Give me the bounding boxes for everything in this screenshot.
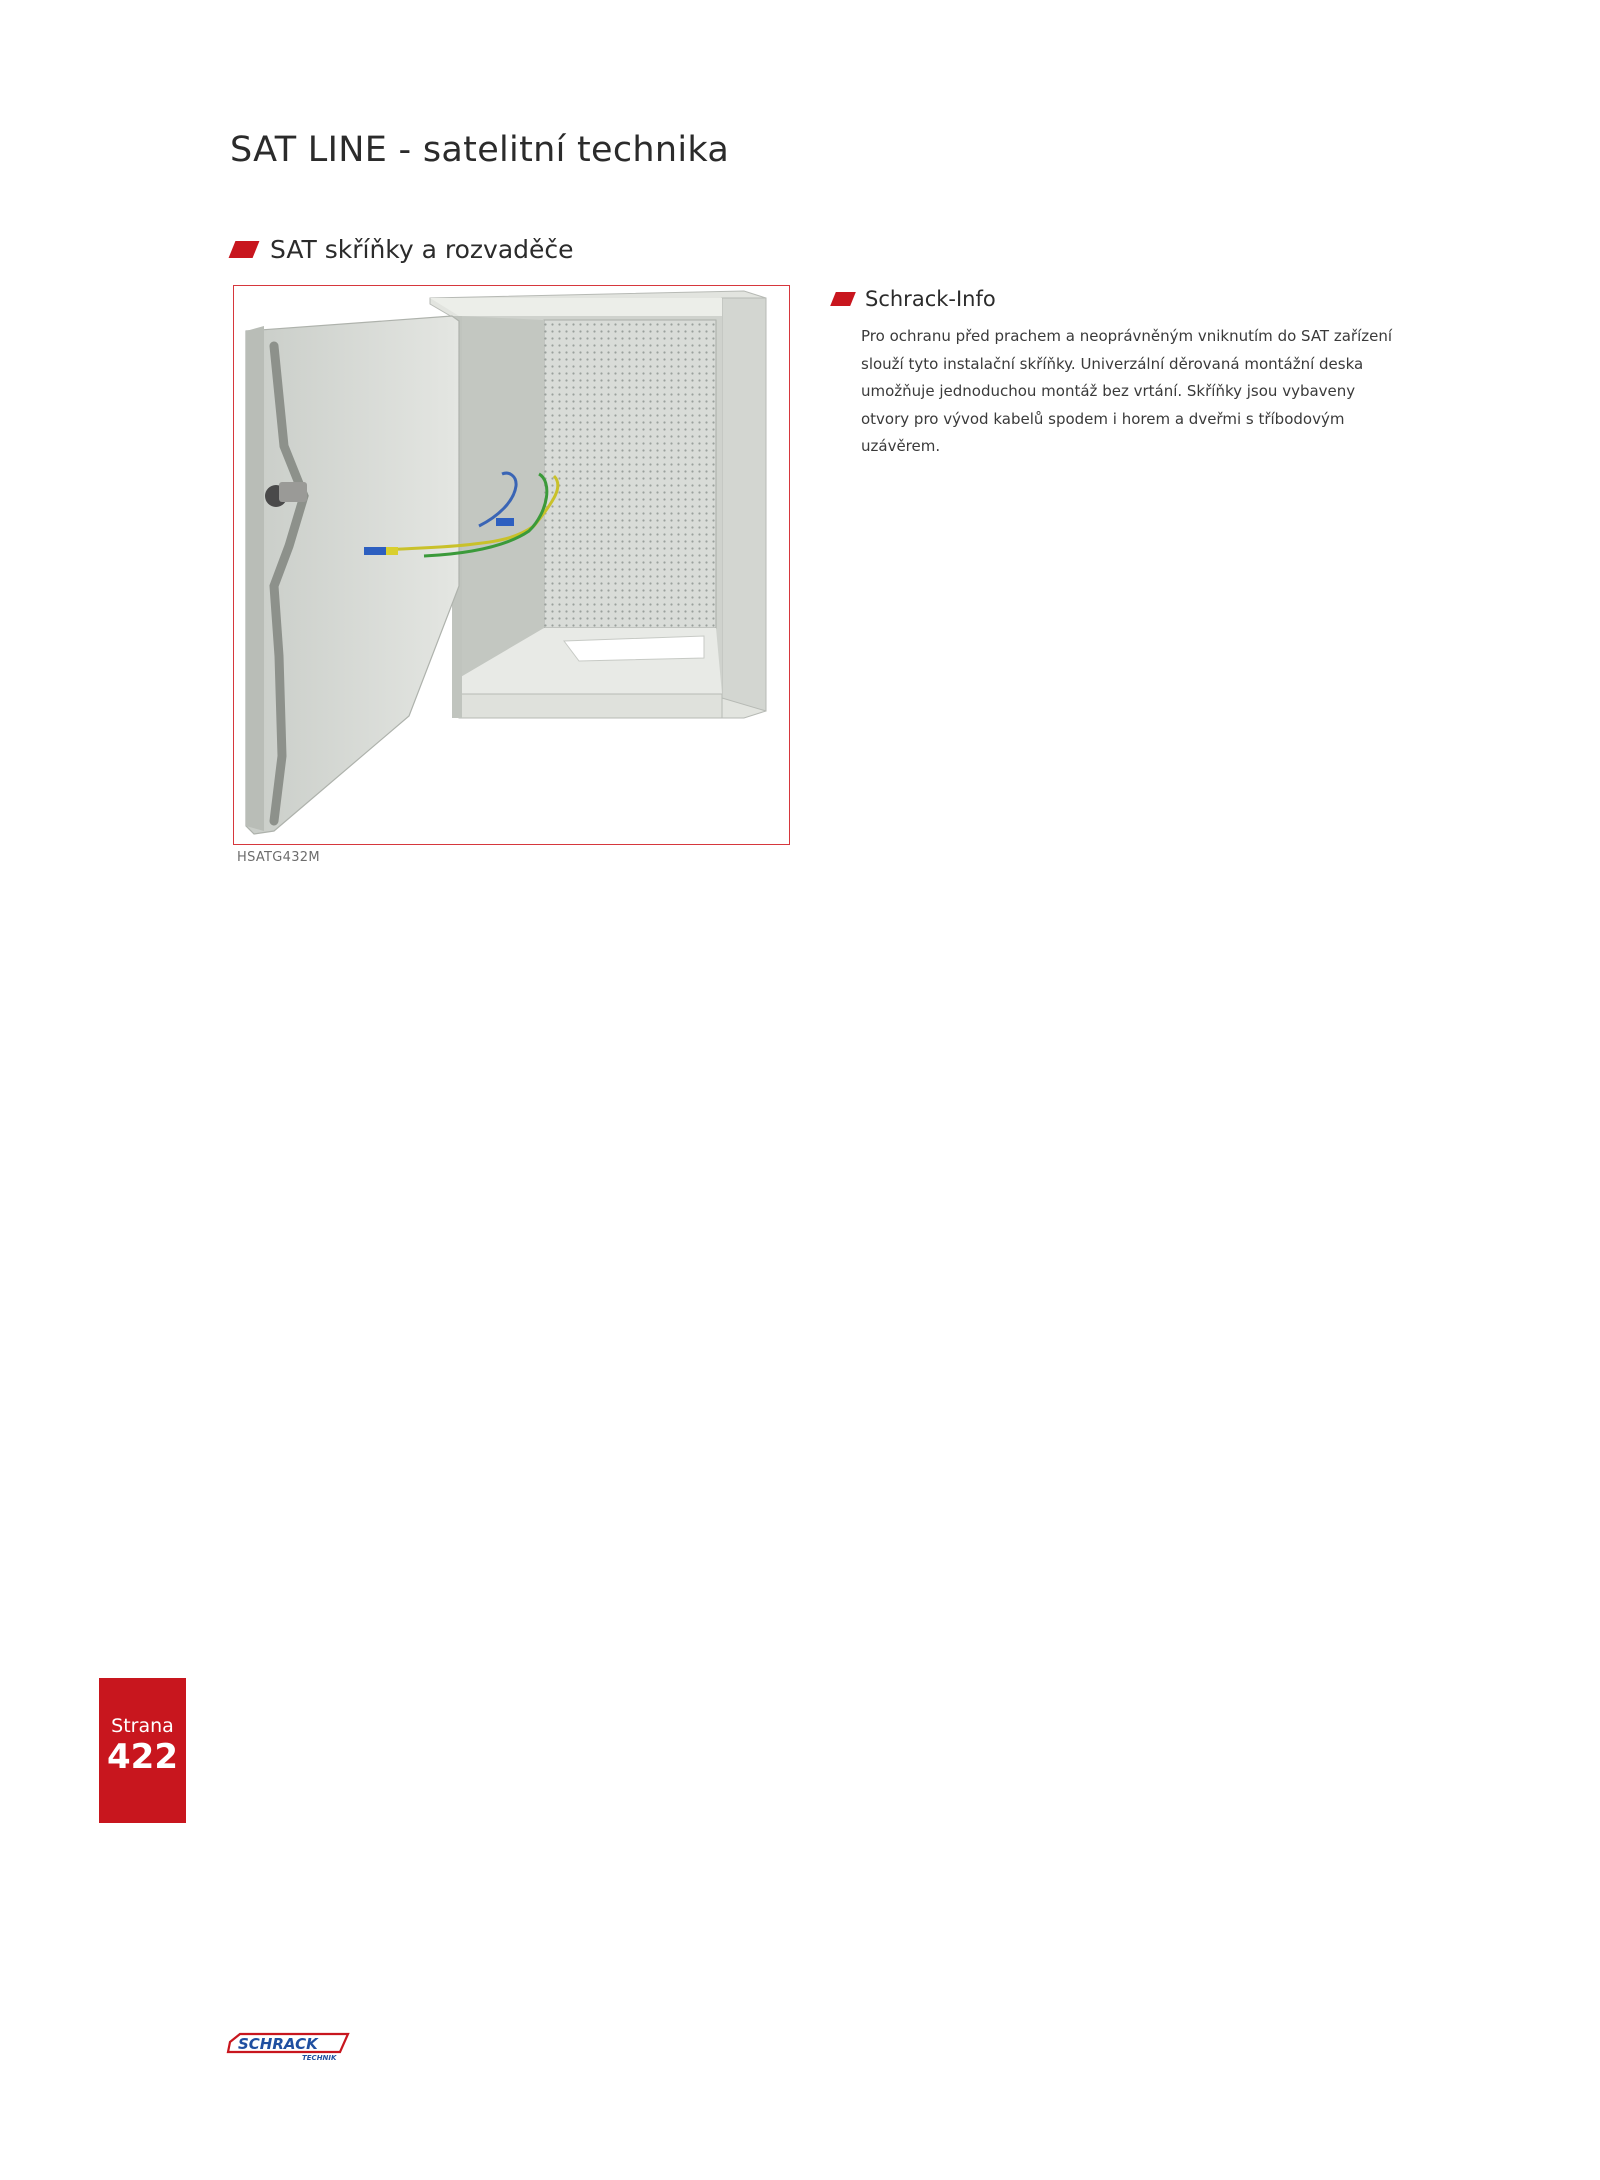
section-heading [232,235,574,264]
brand-subtitle: TECHNIK [302,2054,337,2062]
brand-name: SCHRACK [238,2035,318,2053]
info-heading-label: Schrack-Info [865,287,996,311]
cabinet-illustration [234,286,790,845]
schrack-logo [224,2028,354,2068]
page-number: 422 [107,1737,178,1777]
section-heading-label: SAT skříňky a rozvaděče [270,235,574,264]
page-title: SAT LINE - satelitní technika [230,130,730,170]
info-block [830,287,1400,461]
red-bullet-icon [830,292,856,306]
page-tab-label: Strana [111,1715,174,1737]
info-heading [830,287,1400,311]
info-text: Pro ochranu před prachem a neoprávněným vniknutím do SAT zařízení slouží tyto instalační skříňky. Univerzální děrovaná montážní deska umožňuje jednoduchou montáž bez vrtání. Skříňky jsou vybaveny otvory pro vývod kabelů spodem i horem a dveřmi s tříbodovým uzávěrem. [861,327,1393,455]
page-number-tab [99,1678,186,1823]
red-bullet-icon [229,241,260,258]
product-image-frame [233,285,790,845]
product-code: HSATG432M [237,850,320,865]
